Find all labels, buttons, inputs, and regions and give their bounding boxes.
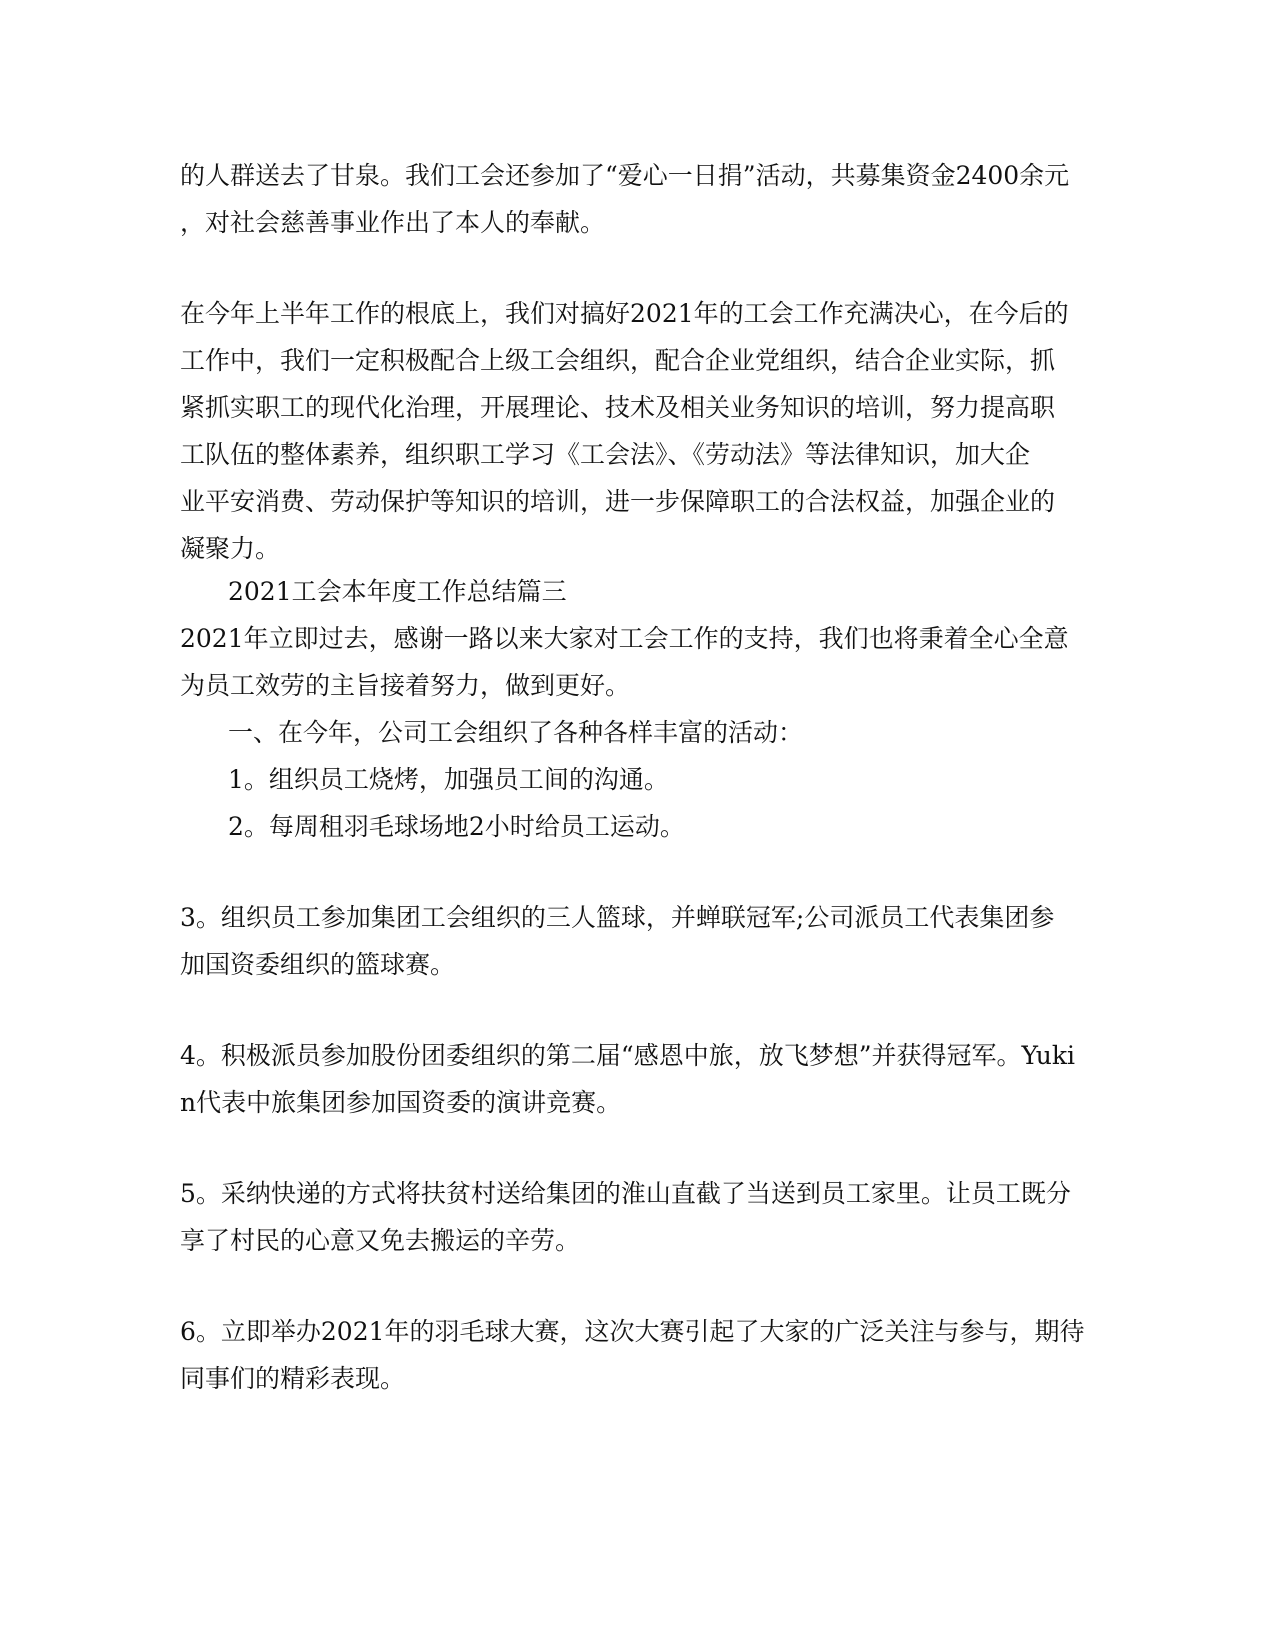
list-item: 3。组织员工参加集团工会组织的三人篮球，并蝉联冠军;公司派员工代表集团参 — [180, 903, 1055, 932]
list-item: 1。组织员工烧烤，加强员工间的沟通。 — [228, 765, 669, 794]
paragraph-line: 的人群送去了甘泉。我们工会还参加了“爱心一日捐”活动，共募集资金2400余元 — [180, 161, 1070, 190]
paragraph-line: 凝聚力。 — [180, 534, 281, 563]
section-heading: 2021工会本年度工作总结篇三 — [228, 577, 567, 606]
list-item: 6。立即举办2021年的羽毛球大赛，这次大赛引起了大家的广泛关注与参与，期待 — [180, 1317, 1085, 1346]
list-item: 2。每周租羽毛球场地2小时给员工运动。 — [228, 812, 685, 841]
list-item: 加国资委组织的篮球赛。 — [180, 950, 456, 979]
paragraph-line: 一、在今年，公司工会组织了各种各样丰富的活动： — [228, 718, 804, 747]
paragraph-line: 在今年上半年工作的根底上，我们对搞好2021年的工会工作充满决心，在今后的 — [180, 299, 1069, 328]
list-item: 同事们的精彩表现。 — [180, 1364, 406, 1393]
paragraph-line: 工作中，我们一定积极配合上级工会组织，配合企业党组织，结合企业实际，抓 — [180, 346, 1056, 375]
list-item: 4。积极派员参加股份团委组织的第二届“感恩中旅，放飞梦想”并获得冠军。Yuki — [180, 1041, 1076, 1070]
paragraph-line: 2021年立即过去，感谢一路以来大家对工会工作的支持，我们也将秉着全心全意 — [180, 624, 1069, 653]
paragraph-line: 工队伍的整体素养，组织职工学习《工会法》、《劳动法》等法律知识，加大企 — [180, 440, 1031, 469]
paragraph-line: 为员工效劳的主旨接着努力，做到更好。 — [180, 671, 631, 700]
paragraph-line: 紧抓实职工的现代化治理，开展理论、技术及相关业务知识的培训，努力提高职 — [180, 393, 1056, 422]
list-item: n代表中旅集团参加国资委的演讲竞赛。 — [180, 1088, 622, 1117]
paragraph-line: ，对社会慈善事业作出了本人的奉献。 — [180, 208, 606, 237]
list-item: 享了村民的心意又免去搬运的辛劳。 — [180, 1226, 581, 1255]
list-item: 5。采纳快递的方式将扶贫村送给集团的淮山直截了当送到员工家里。让员工既分 — [180, 1179, 1071, 1208]
paragraph-line: 业平安消费、劳动保护等知识的培训，进一步保障职工的合法权益，加强企业的 — [180, 487, 1056, 516]
